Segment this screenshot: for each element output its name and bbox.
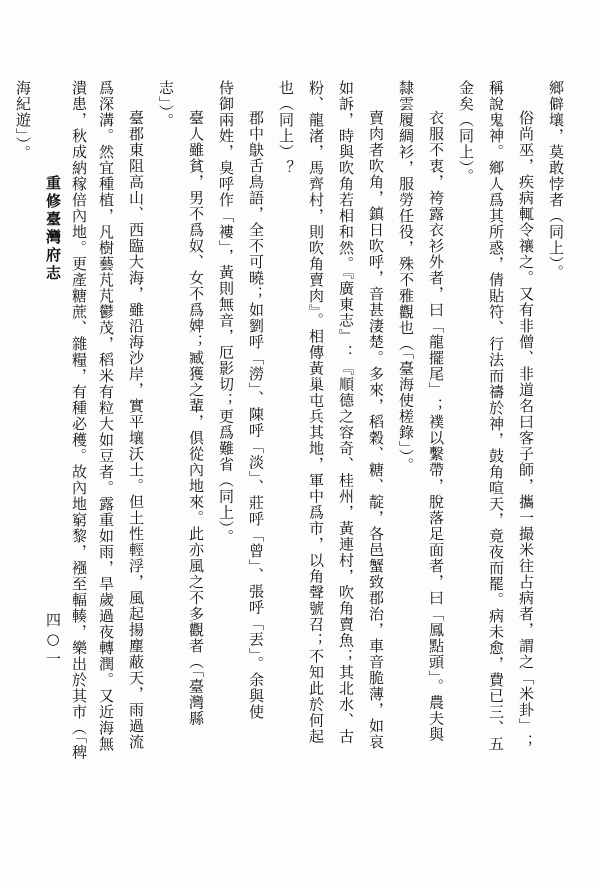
text-column-6: 隸雲履綢衫，服勞任役，殊不雅觀也（「臺海使槎錄」）。 [397,80,415,474]
text-column-12: 侍御兩姓，臭呼作「褸」，黃則無音，厄影切；更爲難省（同上）。 [217,80,235,545]
text-column-2: 俗尚巫，疾病輒令禳之。又有非僧、非道名曰客子師，攜一撮米往占病者，謂之「米卦」； [517,110,535,750]
text-column-1: 鄉僻壤，莫敢悖者（同上）。 [547,80,565,281]
text-column-8: 如訴，時與吹角若相和然。『廣東志』：『順德之容奇、桂州，黃連村，吹角賣魚；其北水、古 [337,80,355,745]
text-column-15: 臺郡東阻高山、西臨大海，雖沿海沙岸，實平壤沃土。但土性輕浮，風起揚塵蔽天，雨過流 [127,110,145,750]
text-column-11: 郡中鴃舌鳥語，全不可曉；如劉呼「澇」、陳呼「淡」、莊呼「曾」、張呼「丟」。余與使 [247,110,265,720]
page-number: 四○一 [44,612,62,669]
text-column-9: 粉、龍渚，馬齊村，則吹角賣肉』。相傳黃巢屯兵其地，軍中爲市，以角聲號召；不知此於何起 [307,80,325,745]
text-column-18: 海紀遊」）。 [14,80,32,161]
text-column-14: 志」）。 [157,80,175,129]
text-column-4: 金矣（同上）。 [457,80,475,185]
text-column-10: 也（同上）？ [277,80,295,176]
running-title: 重修臺灣府志 [44,175,62,283]
text-column-5: 衣服不衷，袴露衣衫外者，曰「龍擺尾」；襆以繫帶，脫落足面者，曰「鳳點頭」。農夫與 [427,110,445,743]
text-column-13: 臺人雖貧，男不爲奴、女不爲婢；臧獲之輩，俱從內地來。此亦風之不多觀者（「臺灣縣 [187,110,205,727]
text-column-16: 爲深溝。然宜種植，凡樹藝芃芃鬱茂，稻米有粒大如豆者。露重如雨，旱歲過夜轉潤。又近海無 [97,80,115,752]
text-column-7: 賣肉者吹角，鎮日吹呼，音甚淒楚。多來，稻穀、糖、靛，各邑蟹致郡治，車音脆薄，如哀 [367,110,385,750]
text-column-3: 稱說鬼神。鄉人爲其所惑，倩貼符、行法而禱於神，鼓角喧天，竟夜而罷。病未愈，費已三、五 [487,80,505,752]
text-column-17: 潰患，秋成納稼倍內地。更產糖蔗、雜糧，有種必穫。故內地窮黎，襁至輻輳，樂出於其市（「稗 [70,80,88,761]
